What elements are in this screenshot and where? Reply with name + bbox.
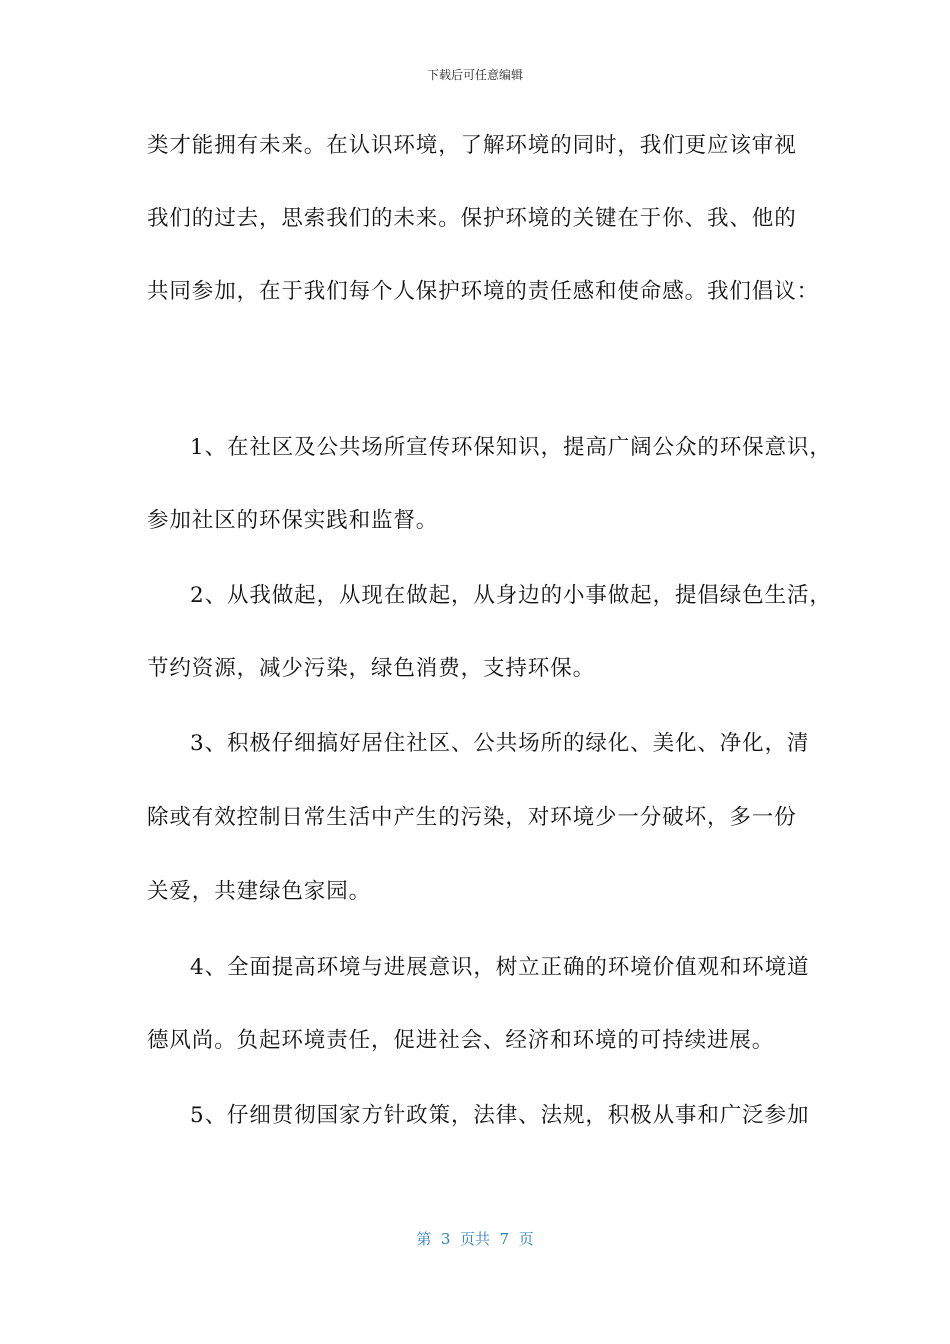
- list-item-1-line: 1、在社区及公共场所宣传环保知识，提高广阔公众的环保意识，: [190, 435, 832, 460]
- list-item-5-line: 5、仔细贯彻国家方针政策，法律、法规，积极从事和广泛参加: [190, 1103, 810, 1128]
- paragraph-line: 我们的过去，思索我们的未来。保护环境的关键在于你、我、他的: [147, 206, 797, 231]
- list-item-3-line: 3、积极仔细搞好居住社区、公共场所的绿化、美化、净化，清: [190, 731, 810, 756]
- list-item-4-line: 4、全面提高环境与进展意识，树立正确的环境价值观和环境道: [190, 955, 810, 980]
- list-item-3-line: 除或有效控制日常生活中产生的污染，对环境少一分破坏，多一份: [147, 805, 797, 830]
- paragraph-line: 类才能拥有未来。在认识环境，了解环境的同时，我们更应该审视: [147, 133, 797, 158]
- list-item-3-line: 关爱，共建绿色家园。: [147, 879, 372, 904]
- list-item-2-line: 2、从我做起，从现在做起，从身边的小事做起，提倡绿色生活，: [190, 583, 832, 608]
- page-header: 下载后可任意编辑: [426, 68, 523, 82]
- page-number-footer: 第 3 页共 7 页: [416, 1230, 534, 1248]
- list-item-1-line: 参加社区的环保实践和监督。: [147, 508, 439, 533]
- paragraph-line: 共同参加，在于我们每个人保护环境的责任感和使命感。我们倡议：: [147, 279, 820, 304]
- list-item-2-line: 节约资源，减少污染，绿色消费，支持环保。: [147, 656, 596, 681]
- list-item-4-line: 德风尚。负起环境责任，促进社会、经济和环境的可持续进展。: [147, 1028, 775, 1053]
